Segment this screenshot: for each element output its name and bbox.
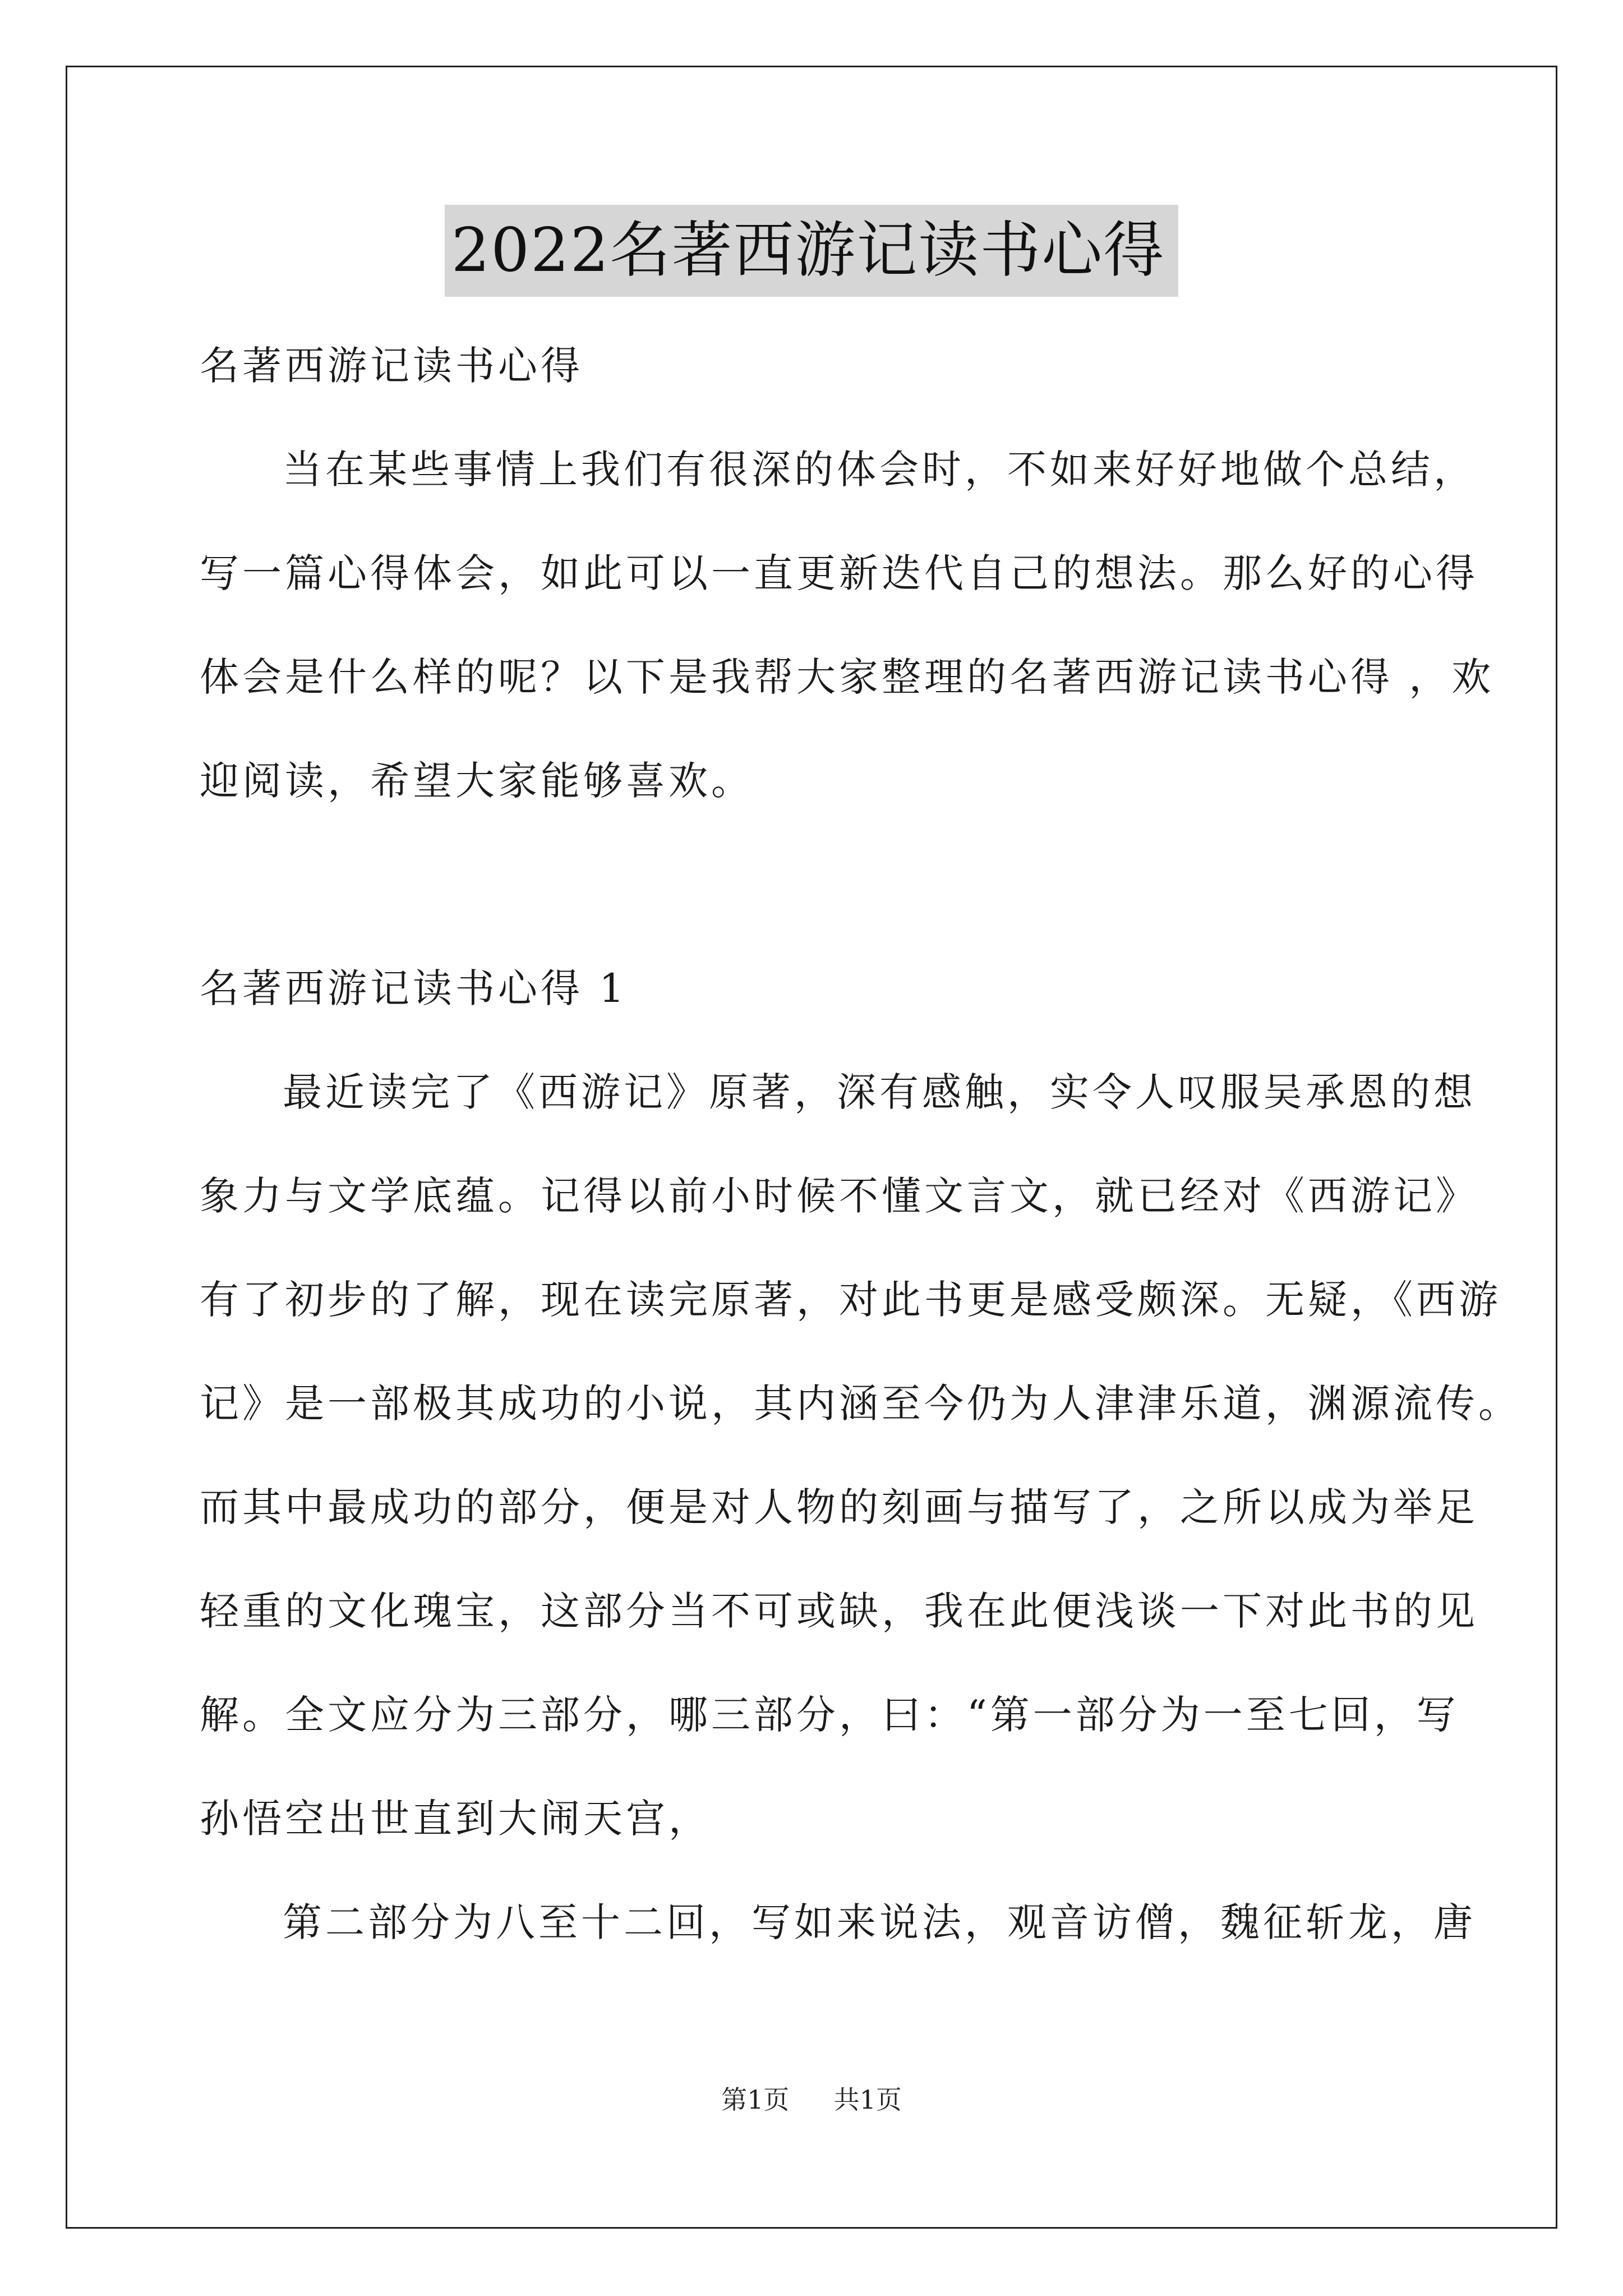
blank-line: [200, 833, 1456, 937]
page-number-current: 第1页: [721, 2085, 790, 2115]
page-number-total: 共1页: [833, 2085, 902, 2115]
paragraph-line: 轻重的文化瑰宝，这部分当不可或缺，我在此便浅谈一下对此书的见: [200, 1588, 1478, 1634]
document-body: [200, 314, 1521, 1975]
paragraph-line: 孙悟空出世直到大闹天宫，: [200, 1796, 711, 1842]
paragraph-line: 迎阅读，希望大家能够喜欢。: [200, 758, 754, 804]
page-footer: [0, 2083, 1623, 2116]
paragraph-line: 写一篇心得体会，如此可以一直更新迭代自己的想法。那么好的心得: [200, 550, 1478, 596]
paragraph-line: 而其中最成功的部分，便是对人物的刻画与描写了，之所以成为举足: [200, 1484, 1478, 1530]
title-container: [0, 205, 1623, 297]
paragraph-line: 有了初步的了解，现在读完原著，对此书更是感受颇深。无疑，《西游: [200, 1277, 1501, 1323]
document-title: 2022名著西游记读书心得: [445, 205, 1179, 297]
subtitle: 名著西游记读书心得: [200, 343, 583, 389]
paragraph-line: 记》是一部极其成功的小说，其内涵至今仍为人津津乐道，渊源流传。: [200, 1381, 1521, 1427]
paragraph-line: 解。全文应分为三部分，哪三部分，曰：“第一部分为一至七回，写: [200, 1692, 1459, 1738]
paragraph-line: 当在某些事情上我们有很深的体会时，不如来好好地做个总结，: [283, 447, 1476, 493]
section-heading: 名著西游记读书心得 1: [200, 965, 628, 1011]
paragraph-line: 最近读完了《西游记》原著，深有感触，实令人叹服吴承恩的想: [283, 1069, 1476, 1115]
paragraph-line: 第二部分为八至十二回，写如来说法，观音访僧，魏征斩龙，唐: [283, 1899, 1476, 1945]
paragraph-line: 象力与文学底蕴。记得以前小时候不懂文言文，就已经对《西游记》: [200, 1173, 1478, 1219]
paragraph-line: 体会是什么样的呢？以下是我帮大家整理的名著西游记读书心得 ，欢: [200, 654, 1495, 700]
